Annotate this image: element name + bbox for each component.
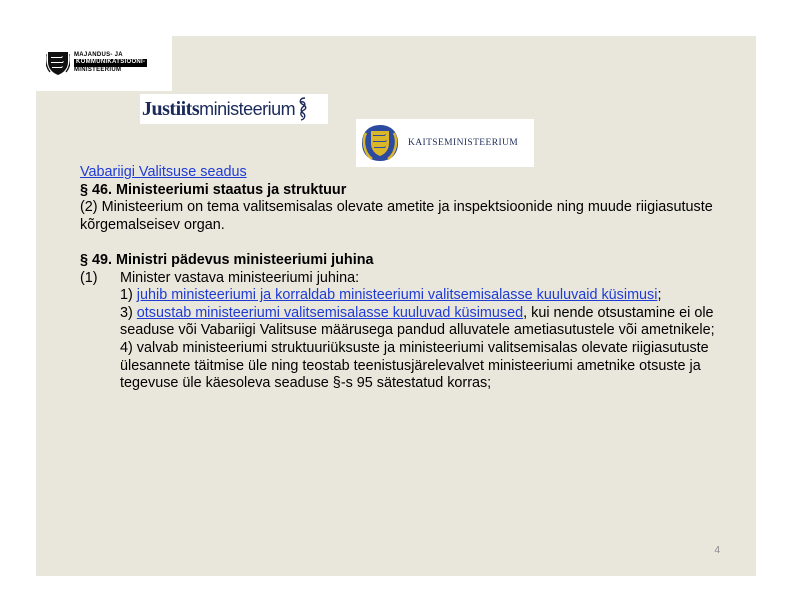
item-3 xyxy=(80,305,720,340)
law-link[interactable]: Vabariigi Valitsuse seadus xyxy=(80,164,247,180)
coat-of-arms-icon xyxy=(46,50,70,76)
item-3-suffix: , kui nende otsustamine ei ole seaduse või Vabariigi Valitsuse määrusega pandud alluvatele ametiasutustele või ametnikele; xyxy=(120,304,715,339)
justiits-logo-bold: Justiits xyxy=(142,97,200,120)
spacer xyxy=(80,234,720,252)
mkm-line-2: KOMMUNIKATSIOONI- xyxy=(76,59,146,66)
kaitse-logo-text: KAITSEMINISTEERIUM xyxy=(408,138,519,148)
mkm-line-1: MAJANDUS- JA xyxy=(74,51,123,58)
subsection-intro: Minister vastava ministeeriumi juhina: xyxy=(120,269,360,286)
section-46-text: (2) Ministeerium on tema valitsemisalas olevate ametite ja inspektsioonide ning muude riigiasutuste kõrgemalseisev organ. xyxy=(80,199,713,233)
paragraph-symbol-icon xyxy=(297,96,309,122)
item-1-prefix: 1) xyxy=(120,287,137,304)
justiits-logo xyxy=(140,94,328,124)
item-3-link[interactable]: otsustab ministeeriumi valitsemisalasse kuuluvad küsimused xyxy=(136,304,524,321)
mkm-logo-text xyxy=(74,52,147,75)
subsection-number: (1) xyxy=(80,269,98,286)
item-3-prefix: 3) xyxy=(120,304,137,321)
item-4: 4) valvab ministeeriumi struktuuriüksuste ja ministeeriumi valitsemisalas olevate riigiasutuste ülesannete täitmise üle ning teostab teenistusjärelevalvet ministeeriumi ametnike otsuste ja tegevuse üle käesoleva seaduse §-s 95 sätestatud korras; xyxy=(120,339,709,392)
item-1-link[interactable]: juhib ministeeriumi ja korraldab ministeeriumi valitsemisalasse kuuluvaid küsimusi xyxy=(136,287,658,304)
page-number: 4 xyxy=(714,545,720,556)
slide-content xyxy=(80,164,720,393)
mkm-line-3: MINISTEERIUM xyxy=(74,66,122,73)
item-1 xyxy=(80,287,720,305)
coat-of-arms-icon xyxy=(358,121,402,165)
section-49-subsection xyxy=(80,270,720,288)
justiits-logo-thin: ministeerium xyxy=(199,98,296,119)
item-1-suffix: ; xyxy=(657,287,662,304)
section-49-title: § 49. Ministri pädevus ministeeriumi juhina xyxy=(80,251,374,268)
mkm-logo xyxy=(46,47,166,79)
kaitse-logo xyxy=(356,119,534,167)
section-46-title: § 46. Ministeeriumi staatus ja struktuur xyxy=(80,181,347,198)
